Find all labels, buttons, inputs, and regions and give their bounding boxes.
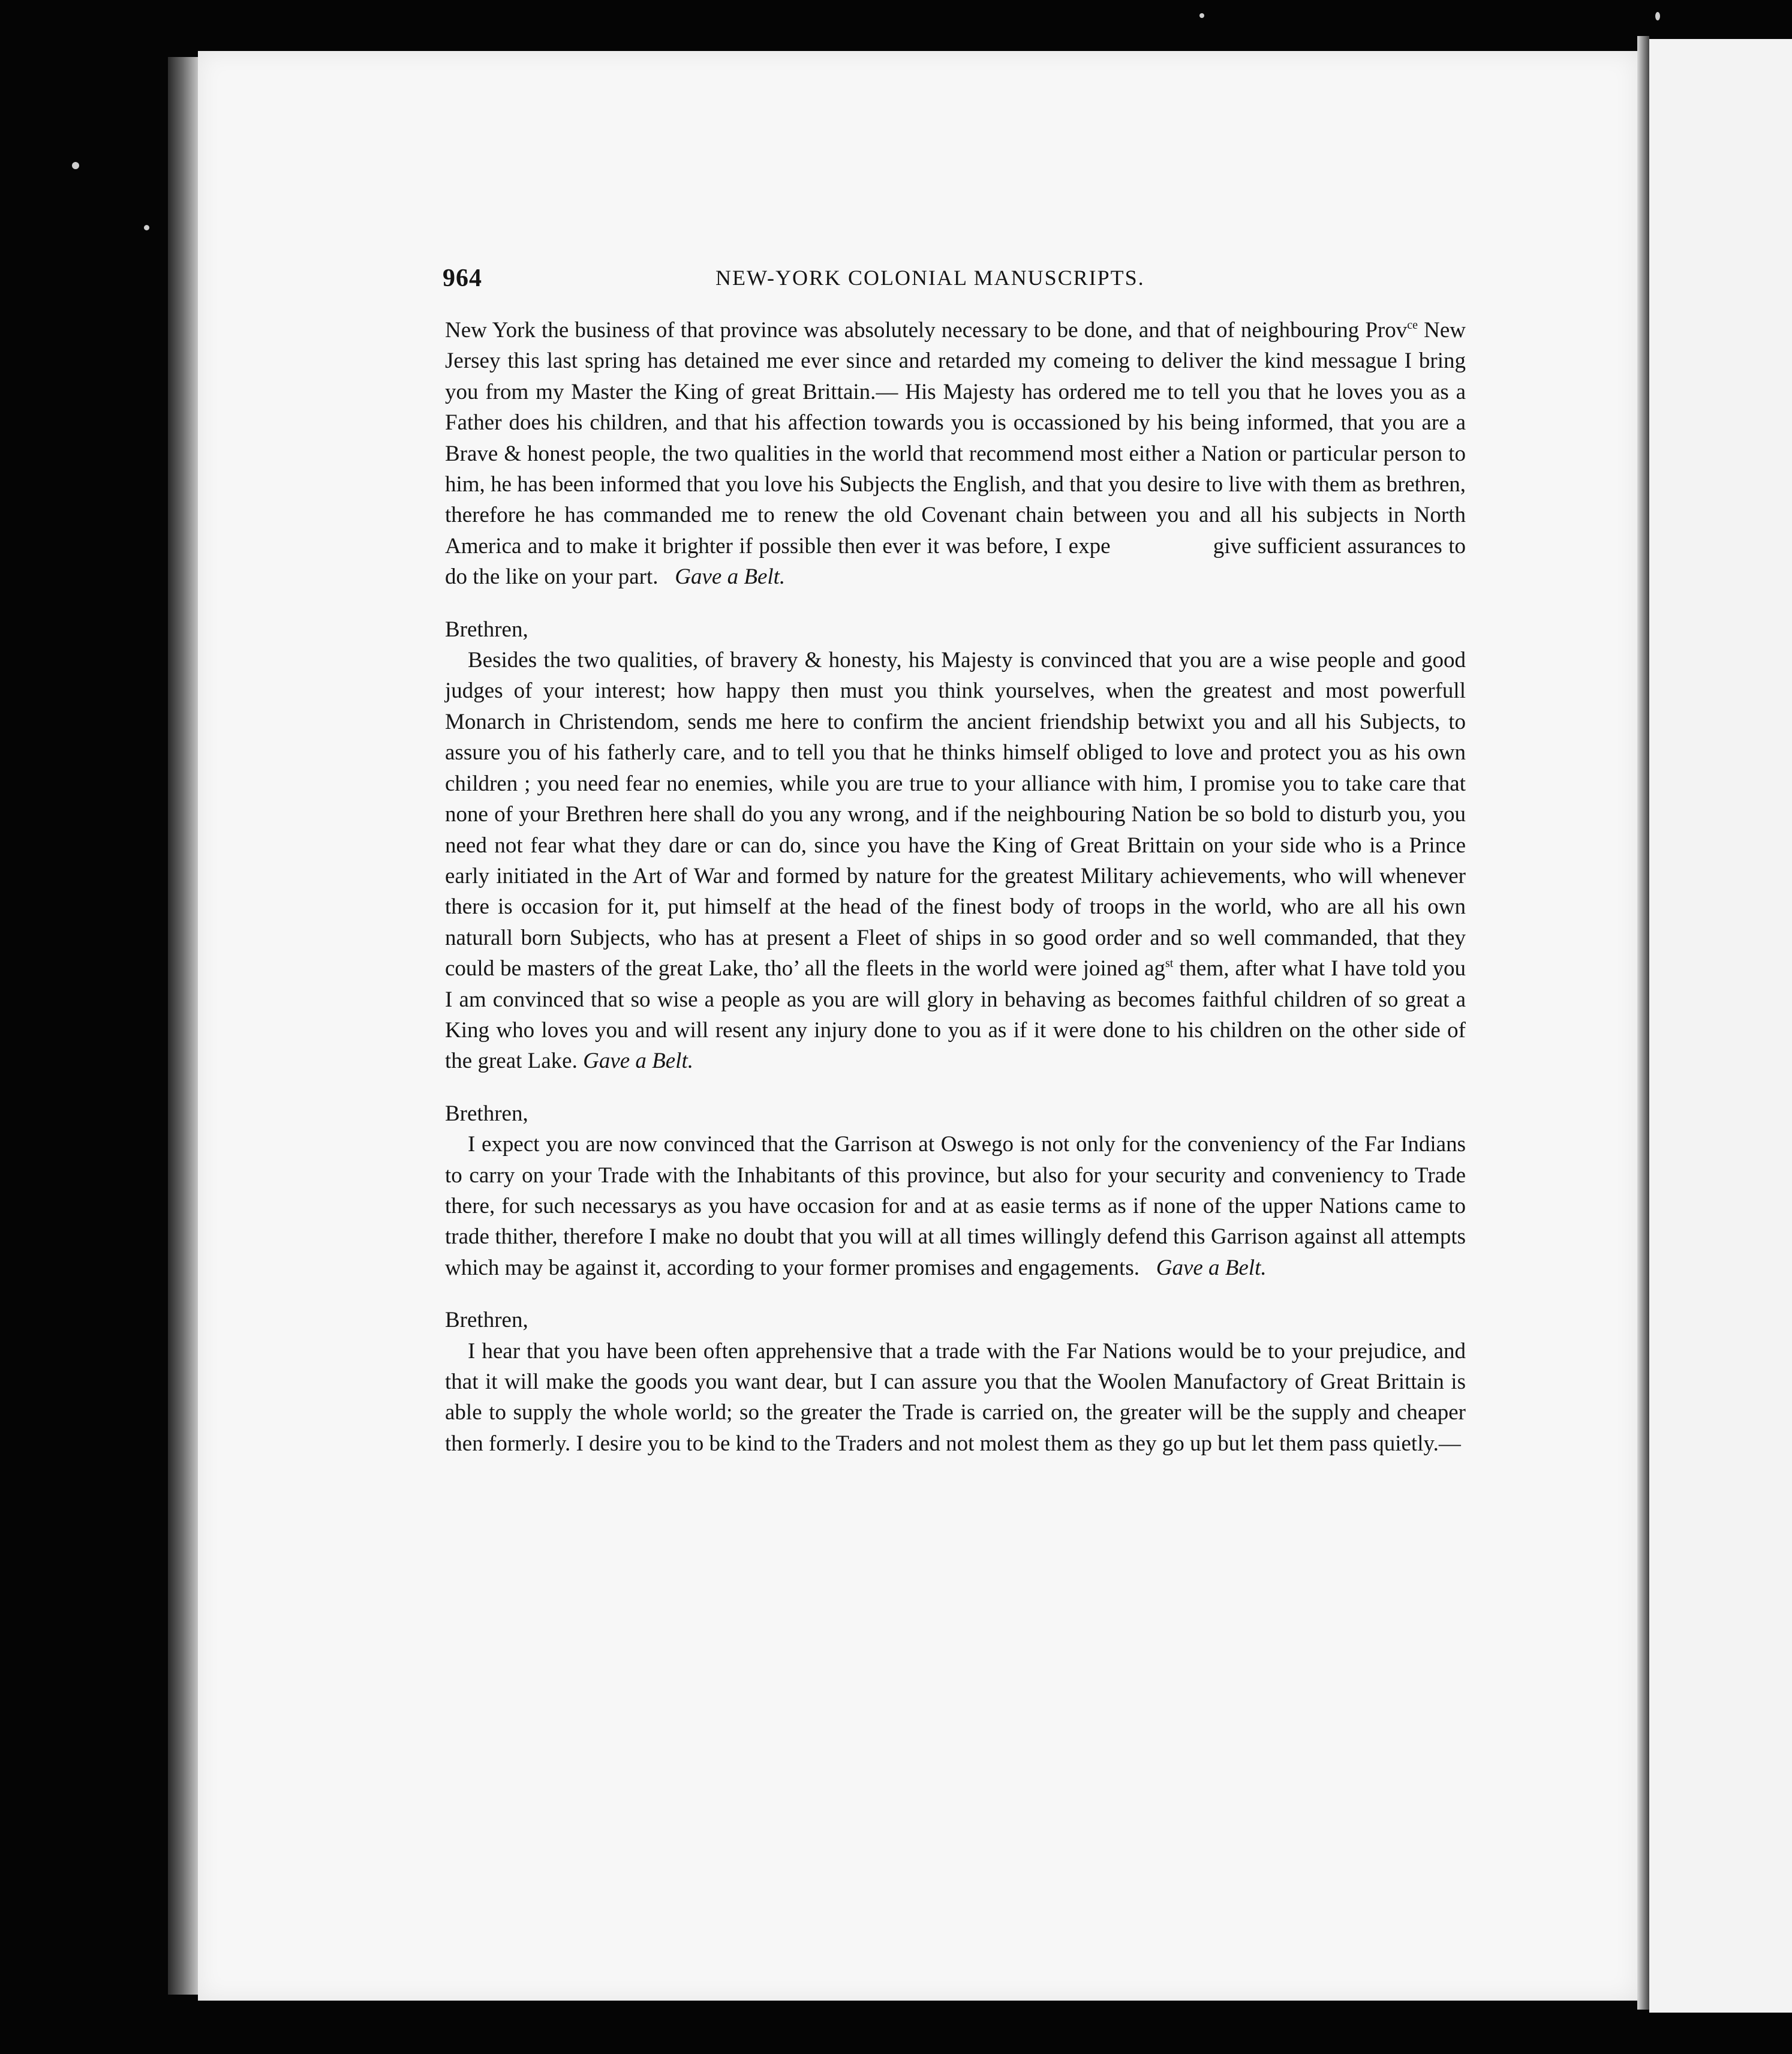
salutation: Brethren, <box>445 1101 528 1126</box>
dust-speck <box>1655 12 1660 20</box>
paragraph-text: give sufficient assurances to do the like on your part. <box>445 533 1466 590</box>
paragraph-text: Besides the two qualities, of bravery & honesty, his Majesty is convinced that you are a wise people and good judges of your interest; how happy then must you think yourselves, when the greatest and most powerfull Monarch in Christendom, sends me here to confirm the ancient friendship betwixt you and all his Subjects, to assure you of his fatherly care, and to tell you that he thinks himself obliged to love and protect you as his own children ; you need fear no enemies, while you are true to your alliance with him, I promise you to take care that none of your Brethren here shall do you any wrong, and if the neighbouring Nation be so bold to disturb you, you need not fear what they dare or can do, since you have the King of Great Brittain on your side who is a Prince early initiated in the Art of War and formed by nature for the greatest Military achievements, who will whenever there is occasion for it, put himself at the head of the finest body of troops in the world, who are all his own naturall born Subjects, who has at present a Fleet of ships in so good order and so well commanded, that they could be masters of the great Lake, tho’ all the fleets in the world were joined ag <box>445 648 1466 981</box>
page-body <box>445 315 1466 1459</box>
belt-note: Gave a Belt. <box>675 564 786 590</box>
salutation: Brethren, <box>445 1308 528 1333</box>
superscript-abbreviation: ce <box>1407 319 1418 332</box>
paragraph-text: I hear that you have been often apprehensive that a trade with the Far Nations would be to your prejudice, and that it will make the goods you want dear, but I can assure you that the Woolen Manufactory of Great Brittain is able to supply the whole world; so the greater the Trade is carried on, the greater will be the supply and cheaper then formerly. I desire you to be kind to the Traders and not molest them as they go up but let them pass quietly.— <box>445 1338 1466 1456</box>
book-gutter <box>1637 36 1649 2010</box>
speech-paragraph <box>445 1336 1466 1460</box>
paragraph-text: I expect you are now convinced that the Garrison at Oswego is not only for the conveniency of the Far Indians to carry on your Trade with the Inhabitants of this province, but also for your security and conveniency to Trade there, for such necessarys as you have occasion for and at as easie terms as if none of the upper Nations came to trade thither, therefore I make no doubt that you will at all times willingly defend this Garrison against all attempts which may be against it, according to your former promises and engagements. <box>445 1132 1466 1280</box>
obscured-text: ct you will <box>1110 533 1207 558</box>
superscript-abbreviation: st <box>1165 957 1174 971</box>
paragraph-continued <box>445 315 1466 593</box>
dust-speck <box>72 162 79 169</box>
speech-paragraph <box>445 645 1466 1077</box>
running-head: NEW-YORK COLONIAL MANUSCRIPTS. <box>715 266 1145 290</box>
paragraph-text: them, after what I have told you I am convinced that so wise a people as you are will glory in behaving as becomes faithful children of so great a King who loves you and will resent any injury done to you as if it were done to his children on the other side of the great Lake. <box>445 956 1466 1074</box>
paragraph-text: New Jersey this last spring has detained me ever since and retarded my comeing to deliver the kind messague I bring you from my Master the King of great Brittain.— His Majesty has ordered me to tell you that he loves you as a Father does his children, and that his affection towards you is occassioned by his being informed, that you are a Brave & honest people, the two qualities in the world that recommend most either a Nation or particular person to him, he has been informed that you love his Subjects the English, and that you desire to live with them as brethren, therefore he has commanded me to renew the old Covenant chain between you and all his subjects in North America and to make it brighter if possible then ever it was before, I expe <box>445 318 1466 558</box>
page-header <box>443 264 1468 300</box>
belt-note: Gave a Belt. <box>583 1049 693 1074</box>
salutation: Brethren, <box>445 617 528 642</box>
facing-page-edge <box>1649 39 1792 2013</box>
speech-paragraph <box>445 1129 1466 1283</box>
dust-speck <box>1199 13 1204 18</box>
page-number: 964 <box>443 265 482 292</box>
belt-note: Gave a Belt. <box>1156 1255 1267 1280</box>
dust-speck <box>144 225 149 230</box>
paragraph-text: New York the business of that province was absolutely necessary to be done, and that of neighbouring Prov <box>445 318 1408 343</box>
